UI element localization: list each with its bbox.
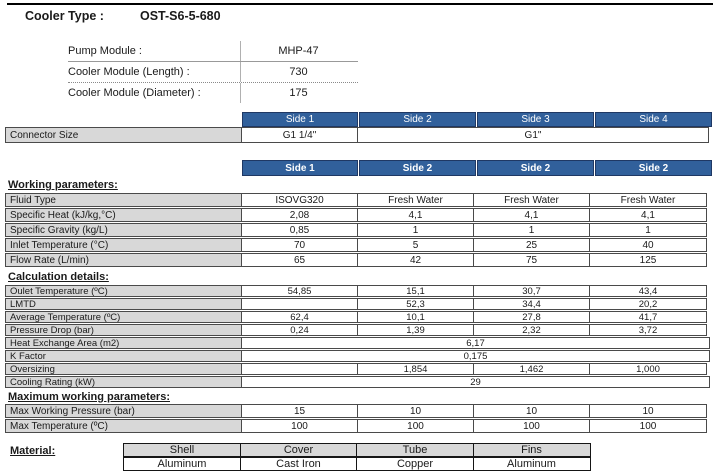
cell-value: Fresh Water xyxy=(357,193,474,207)
cell-value: 10 xyxy=(357,404,474,418)
row-label: Pressure Drop (bar) xyxy=(5,324,242,336)
material-header-tube: Tube xyxy=(356,443,474,457)
table-row-k-factor xyxy=(5,350,710,362)
cooler-diameter-row xyxy=(68,83,358,103)
material-value-fins: Aluminum xyxy=(473,457,591,471)
cell-value: 30,7 xyxy=(473,285,590,297)
cell-value: 34,4 xyxy=(473,298,590,310)
pump-info-table xyxy=(68,41,358,103)
cell-value: 20,2 xyxy=(589,298,707,310)
table-row-cooling-rating xyxy=(5,376,710,388)
table-row-specific-gravity xyxy=(5,223,707,237)
cell-value: Fresh Water xyxy=(589,193,707,207)
cell-value: Fresh Water xyxy=(473,193,590,207)
table-row-flow-rate xyxy=(5,253,707,267)
cell-value: 62,4 xyxy=(241,311,358,323)
cell-value: 4,1 xyxy=(589,208,707,222)
row-label: Oversizing xyxy=(5,363,242,375)
cell-value: 41,7 xyxy=(589,311,707,323)
cell-value: 3,72 xyxy=(589,324,707,336)
section-heading-material: Material: xyxy=(10,445,56,457)
table-row-max-pressure xyxy=(5,404,707,418)
side-header-cell: Side 1 xyxy=(242,160,358,176)
material-value-row xyxy=(123,457,591,471)
side-header-row-1 xyxy=(242,112,712,127)
table-row-heat-exchange-area xyxy=(5,337,710,349)
page-title-value: OST-S6-5-680 xyxy=(140,9,221,23)
cell-value: 1,462 xyxy=(473,363,590,375)
connector-side1-value: G1 1/4" xyxy=(241,127,358,143)
side-header-row-2 xyxy=(242,160,712,176)
row-label: Average Temperature (ºC) xyxy=(5,311,242,323)
row-label: Specific Heat (kJ/kg,°C) xyxy=(5,208,242,222)
cell-value: 43,4 xyxy=(589,285,707,297)
row-label: Max Temperature (ºC) xyxy=(5,419,242,433)
cell-value: 40 xyxy=(589,238,707,252)
cell-value: 15 xyxy=(241,404,358,418)
cell-value: 1,000 xyxy=(589,363,707,375)
connector-size-row xyxy=(5,127,709,143)
side-header-cell: Side 2 xyxy=(359,112,476,127)
pump-module-label: Pump Module : xyxy=(68,45,142,57)
cell-value: 1 xyxy=(473,223,590,237)
row-label: Oulet Temperature (ºC) xyxy=(5,285,242,297)
cell-value: 100 xyxy=(589,419,707,433)
cell-value: 4,1 xyxy=(357,208,474,222)
maximum-parameters-table xyxy=(5,404,707,434)
cooler-length-row xyxy=(68,62,358,83)
cell-value: 5 xyxy=(357,238,474,252)
material-header-shell: Shell xyxy=(123,443,241,457)
working-parameters-table xyxy=(5,193,707,268)
cell-value xyxy=(241,363,358,375)
cell-value: 70 xyxy=(241,238,358,252)
connector-sides234-value: G1" xyxy=(357,127,709,143)
cell-value: 1,39 xyxy=(357,324,474,336)
cell-value: 100 xyxy=(473,419,590,433)
pump-module-value: MHP-47 xyxy=(240,41,356,61)
calculation-details-table xyxy=(5,285,710,389)
row-label: Specific Gravity (kg/L) xyxy=(5,223,242,237)
side-header-cell: Side 2 xyxy=(477,160,594,176)
side-header-cell: Side 2 xyxy=(595,160,712,176)
cell-value: 54,85 xyxy=(241,285,358,297)
cell-value xyxy=(241,298,358,310)
material-table xyxy=(123,443,591,471)
row-label: Max Working Pressure (bar) xyxy=(5,404,242,418)
section-heading-calculation: Calculation details: xyxy=(8,271,109,283)
cell-value: 1 xyxy=(589,223,707,237)
section-heading-maximum: Maximum working parameters: xyxy=(8,391,170,403)
side-header-cell: Side 1 xyxy=(242,112,358,127)
cell-value: ISOVG320 xyxy=(241,193,358,207)
pump-module-row xyxy=(68,41,358,62)
table-row-pressure-drop xyxy=(5,324,710,336)
material-value-cover: Cast Iron xyxy=(240,457,358,471)
cell-value: 10 xyxy=(589,404,707,418)
cooler-length-label: Cooler Module (Length) : xyxy=(68,66,190,78)
cooler-length-value: 730 xyxy=(240,62,356,82)
table-row-oversizing xyxy=(5,363,710,375)
cell-span-value: 0,175 xyxy=(241,350,710,362)
row-label: Inlet Temperature (°C) xyxy=(5,238,242,252)
table-row-average-temperature xyxy=(5,311,710,323)
row-label: Fluid Type xyxy=(5,193,242,207)
section-heading-working: Working parameters: xyxy=(8,179,118,191)
cell-value: 4,1 xyxy=(473,208,590,222)
row-label: Heat Exchange Area (m2) xyxy=(5,337,242,349)
cell-value: 25 xyxy=(473,238,590,252)
cell-value: 100 xyxy=(357,419,474,433)
material-header-fins: Fins xyxy=(473,443,591,457)
side-header-cell: Side 2 xyxy=(359,160,476,176)
row-label: LMTD xyxy=(5,298,242,310)
cooler-diameter-value: 175 xyxy=(240,83,356,103)
row-label: Flow Rate (L/min) xyxy=(5,253,242,267)
table-row-lmtd xyxy=(5,298,710,310)
row-label: Cooling Rating (kW) xyxy=(5,376,242,388)
cell-value: 15,1 xyxy=(357,285,474,297)
row-label: K Factor xyxy=(5,350,242,362)
cell-value: 75 xyxy=(473,253,590,267)
side-header-cell: Side 4 xyxy=(595,112,712,127)
cell-span-value: 6,17 xyxy=(241,337,710,349)
cell-value: 100 xyxy=(241,419,358,433)
cell-value: 65 xyxy=(241,253,358,267)
page-title-label: Cooler Type : xyxy=(25,9,104,23)
table-row-specific-heat xyxy=(5,208,707,222)
cell-value: 52,3 xyxy=(357,298,474,310)
side-header-cell: Side 3 xyxy=(477,112,594,127)
table-row-max-temperature xyxy=(5,419,707,433)
material-header-row xyxy=(123,443,591,457)
top-divider xyxy=(7,3,713,5)
table-row-fluid-type xyxy=(5,193,707,207)
cell-span-value: 29 xyxy=(241,376,710,388)
cell-value: 27,8 xyxy=(473,311,590,323)
cell-value: 42 xyxy=(357,253,474,267)
table-row-outlet-temperature xyxy=(5,285,710,297)
cell-value: 0,85 xyxy=(241,223,358,237)
cell-value: 10 xyxy=(473,404,590,418)
cell-value: 125 xyxy=(589,253,707,267)
table-row-inlet-temperature xyxy=(5,238,707,252)
cooler-diameter-label: Cooler Module (Diameter) : xyxy=(68,87,201,99)
cell-value: 1 xyxy=(357,223,474,237)
material-value-shell: Aluminum xyxy=(123,457,241,471)
cell-value: 2,32 xyxy=(473,324,590,336)
material-header-cover: Cover xyxy=(240,443,358,457)
connector-size-label: Connector Size xyxy=(5,127,242,143)
page-title xyxy=(25,9,221,23)
cell-value: 10,1 xyxy=(357,311,474,323)
cell-value: 2,08 xyxy=(241,208,358,222)
cell-value: 1,854 xyxy=(357,363,474,375)
material-value-tube: Copper xyxy=(356,457,474,471)
cell-value: 0,24 xyxy=(241,324,358,336)
